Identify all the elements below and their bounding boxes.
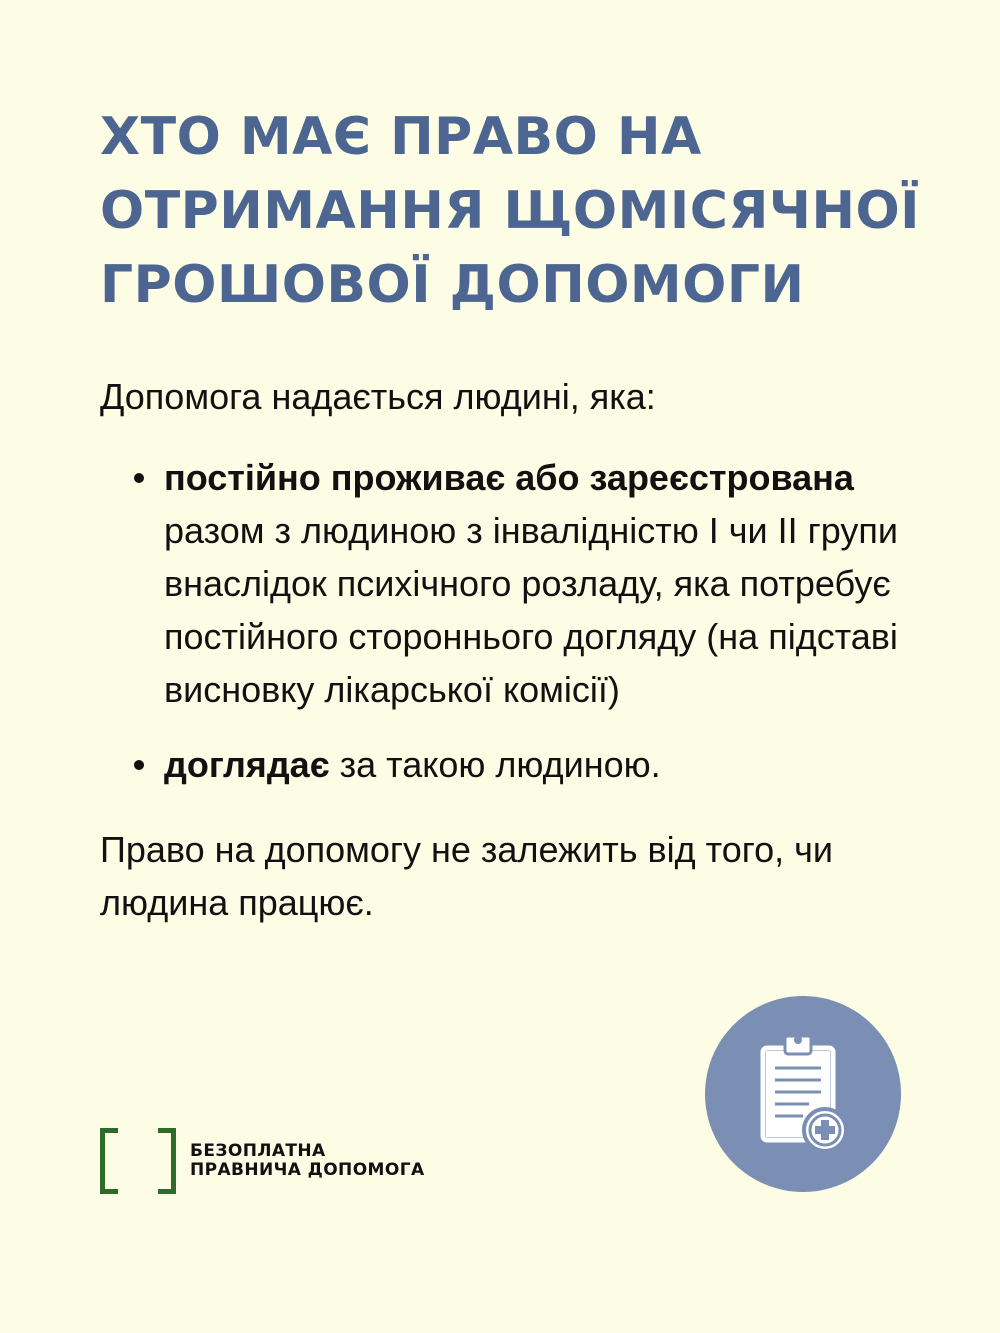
logo <box>100 1128 425 1194</box>
logo-line-1: БЕЗОПЛАТНА <box>190 1141 326 1161</box>
title-line-3: ГРОШОВОЇ ДОПОМОГИ <box>100 255 805 315</box>
list-item-text: разом з людиною з інвалідністю І чи ІІ групи внаслідок психічного розладу, яка потребує постійного стороннього догляду (на підставі висновку лікарської комісії) <box>164 510 898 710</box>
title-line-1: ХТО МАЄ ПРАВО НА <box>100 107 702 167</box>
outro-text: Право на допомогу не залежить від того, чи людина працює. <box>100 829 833 923</box>
list-item <box>100 451 920 716</box>
bullet-list <box>100 451 920 791</box>
bracket-logo-icon <box>100 1128 176 1194</box>
bullet-icon <box>134 473 144 483</box>
medical-clipboard-icon <box>705 996 901 1192</box>
title-line-2: ОТРИМАННЯ ЩОМІСЯЧНОЇ <box>100 181 921 241</box>
logo-text <box>190 1142 425 1180</box>
list-item-text: за такою людиною. <box>329 744 661 785</box>
list-item-bold: доглядає <box>164 744 330 785</box>
list-item-bold: постійно проживає або зареєстрована <box>164 457 854 498</box>
list-item <box>100 738 920 791</box>
page-title <box>100 100 920 322</box>
main-content <box>100 370 920 929</box>
logo-line-2: ПРАВНИЧА ДОПОМОГА <box>190 1160 425 1180</box>
intro-text: Допомога надається людині, яка: <box>100 376 656 417</box>
bullet-icon <box>134 760 144 770</box>
